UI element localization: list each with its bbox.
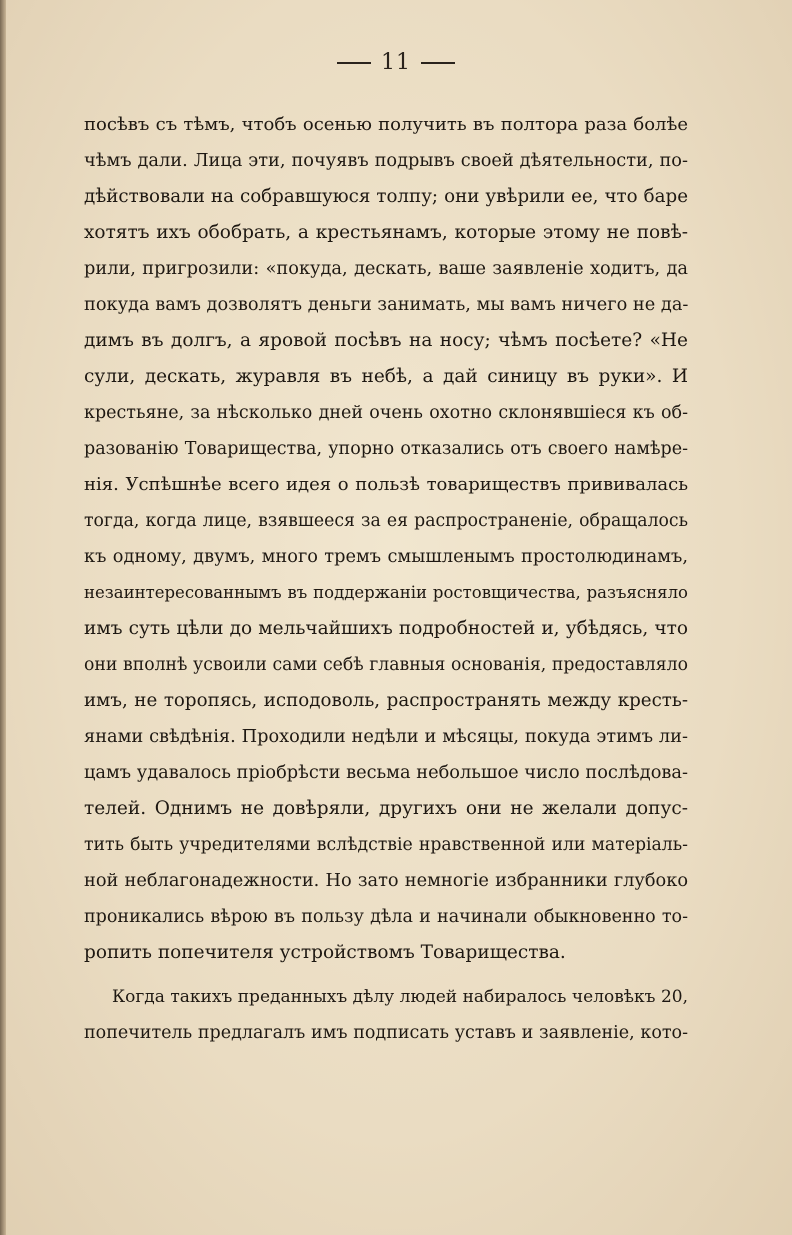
text-line: имъ суть цѣли до мельчайшихъ подробностей и, убѣдясь, что — [84, 618, 688, 639]
text-line: тогда, когда лице, взявшееся за ея распространеніе, обращалось — [84, 511, 688, 531]
text-line: имъ, не торопясь, исподоволь, распространять между кресть- — [84, 690, 688, 711]
page-binding-edge — [0, 0, 6, 1235]
text-line: къ одному, двумъ, много тремъ смышленымъ простолюдинамъ, — [84, 547, 688, 567]
text-line: ной неблагонадежности. Но зато немногіе избранники глубоко — [84, 871, 688, 891]
header-dash-right — [421, 62, 455, 64]
text-line: незаинтересованнымъ въ поддержаніи ростовщичества, разъясняло — [84, 583, 688, 602]
header-dash-left — [337, 62, 371, 64]
text-line: нія. Успѣшнѣе всего идея о пользѣ товариществъ прививалась — [84, 474, 688, 495]
text-line: дѣйствовали на собравшуюся толпу; они увѣрили ее, что баре — [84, 186, 688, 207]
text-line: тить быть учредителями вслѣдствіе нравственной или матеріаль- — [84, 835, 688, 855]
text-line: проникались вѣрою въ пользу дѣла и начинали обыкновенно то- — [84, 907, 688, 927]
text-line: они вполнѣ усвоили сами себѣ главныя основанія, предоставляло — [84, 655, 688, 675]
text-line: хотятъ ихъ обобрать, а крестьянамъ, которые этому не повѣ- — [84, 222, 688, 243]
text-line: покуда вамъ дозволятъ деньги занимать, мы вамъ ничего не да- — [84, 295, 688, 315]
text-line: димъ въ долгъ, а яровой посѣвъ на носу; чѣмъ посѣете? «Не — [84, 330, 688, 351]
text-line: янами свѣдѣнія. Проходили недѣли и мѣсяцы, покуда этимъ ли- — [84, 727, 688, 747]
text-line: чѣмъ дали. Лица эти, почуявъ подрывъ своей дѣятельности, по- — [84, 151, 688, 171]
page-number: 11 — [381, 50, 411, 75]
text-line: ропить попечителя устройствомъ Товарищества. — [84, 942, 566, 963]
text-line: посѣвъ съ тѣмъ, чтобъ осенью получить въ полтора раза болѣе — [84, 114, 688, 135]
page-number-header — [0, 50, 792, 75]
text-line: разованію Товарищества, упорно отказались отъ своего намѣре- — [84, 439, 688, 459]
text-line: цамъ удавалось пріобрѣсти весьма небольшое число послѣдова- — [84, 763, 688, 783]
text-line: Когда такихъ преданныхъ дѣлу людей набиралось человѣкъ 20, — [112, 987, 688, 1007]
text-line: крестьяне, за нѣсколько дней очень охотно склонявшіеся къ об- — [84, 403, 688, 423]
text-line: сули, дескать, журавля въ небѣ, а дай синицу въ руки». И — [84, 366, 688, 387]
text-line: телей. Однимъ не довѣряли, другихъ они не желали допус- — [84, 798, 688, 819]
text-line: рили, пригрозили: «покуда, дескать, ваше заявленіе ходитъ, да — [84, 259, 688, 279]
text-line: попечитель предлагалъ имъ подписать уставъ и заявленіе, кото- — [84, 1023, 688, 1043]
